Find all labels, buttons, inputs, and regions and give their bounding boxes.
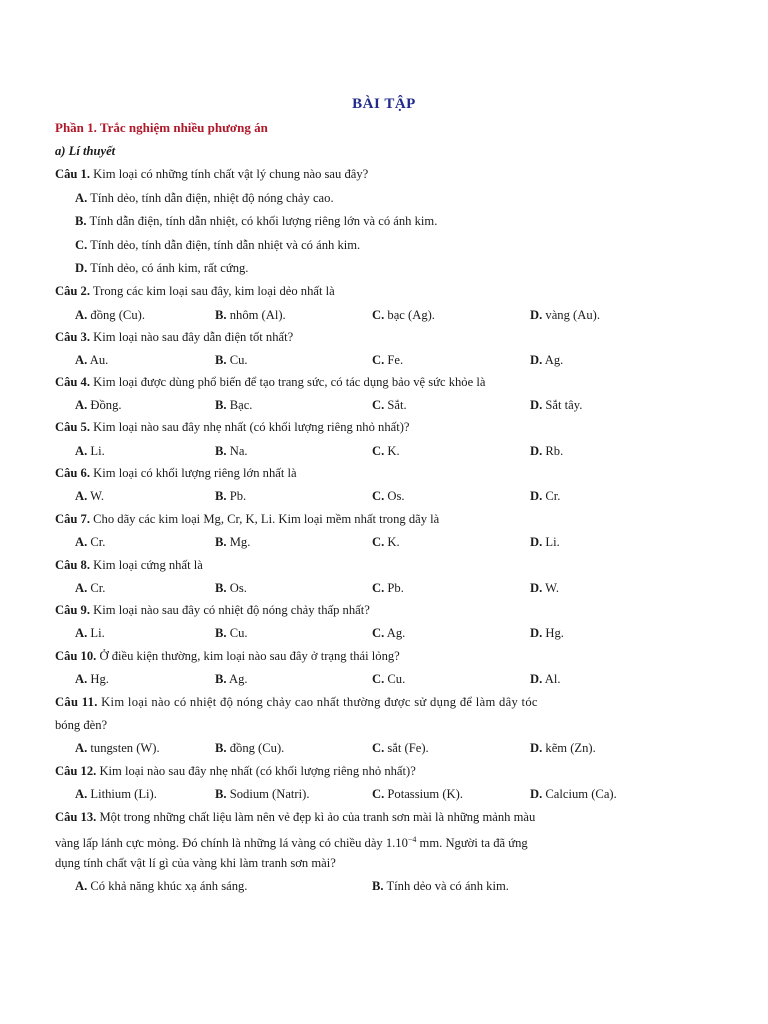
option-6b: B. Pb. xyxy=(215,489,247,503)
option-8c: C. Pb. xyxy=(372,581,404,595)
option-11b: B. đồng (Cu). xyxy=(215,741,285,755)
option-5d: D. Rb. xyxy=(530,444,564,458)
question-11: Câu 11. Kim loại nào có nhiệt độ nóng chảy cao nhất thường được sử dụng để làm dây tóc xyxy=(55,695,538,709)
option-10c: C. Cu. xyxy=(372,672,406,686)
section-heading: a) Lí thuyết xyxy=(55,144,116,158)
option-1d: D. Tính dẻo, có ánh kim, rất cứng. xyxy=(75,261,249,275)
option-3c: C. Fe. xyxy=(372,353,404,367)
option-5c: C. K. xyxy=(372,444,400,458)
option-6c: C. Os. xyxy=(372,489,405,503)
option-1b: B. Tính dẫn điện, tính dẫn nhiệt, có khối lượng riêng lớn và có ánh kim. xyxy=(75,214,438,228)
option-10a: A. Hg. xyxy=(75,672,109,686)
question-label: Câu 1. xyxy=(55,167,90,181)
option-4a: A. Đồng. xyxy=(75,398,122,412)
option-9a: A. Li. xyxy=(75,626,105,640)
question-text: Kim loại có những tính chất vật lý chung nào sau đây? xyxy=(93,167,369,181)
question-4: Câu 4. Kim loại được dùng phổ biến để tạo trang sức, có tác dụng bảo vệ sức khỏe là xyxy=(55,375,486,389)
option-2a: A. đồng (Cu). xyxy=(75,308,145,322)
question-3: Câu 3. Kim loại nào sau đây dẫn điện tốt nhất? xyxy=(55,330,294,344)
question-8: Câu 8. Kim loại cứng nhất là xyxy=(55,558,203,572)
option-7d: D. Li. xyxy=(530,535,560,549)
option-4d: D. Sắt tây. xyxy=(530,398,583,412)
question-5: Câu 5. Kim loại nào sau đây nhẹ nhất (có khối lượng riêng nhỏ nhất)? xyxy=(55,420,410,434)
option-11d: D. kẽm (Zn). xyxy=(530,741,596,755)
option-12c: C. Potassium (K). xyxy=(372,787,463,801)
option-8b: B. Os. xyxy=(215,581,247,595)
question-1 xyxy=(55,166,368,182)
option-2b: B. nhôm (Al). xyxy=(215,308,286,322)
option-5a: A. Li. xyxy=(75,444,105,458)
question-12: Câu 12. Kim loại nào sau đây nhẹ nhất (có khối lượng riêng nhỏ nhất)? xyxy=(55,764,416,778)
option-7a: A. Cr. xyxy=(75,535,106,549)
option-11a: A. tungsten (W). xyxy=(75,741,160,755)
question-10: Câu 10. Ở điều kiện thường, kim loại nào sau đây ở trạng thái lỏng? xyxy=(55,649,400,663)
question-9: Câu 9. Kim loại nào sau đây có nhiệt độ nóng chảy thấp nhất? xyxy=(55,603,370,617)
option-9b: B. Cu. xyxy=(215,626,248,640)
option-4c: C. Sắt. xyxy=(372,398,407,412)
option-10b: B. Ag. xyxy=(215,672,248,686)
exponent: −4 xyxy=(407,835,417,844)
option-2d: D. vàng (Au). xyxy=(530,308,600,322)
option-4b: B. Bạc. xyxy=(215,398,253,412)
option-1a: A. Tính dẻo, tính dẫn điện, nhiệt độ nóng chảy cao. xyxy=(75,191,334,205)
page-title: BÀI TẬP xyxy=(352,96,416,112)
question-11-continued: bóng đèn? xyxy=(55,718,108,732)
option-12a: A. Lithium (Li). xyxy=(75,787,157,801)
question-13-line-3: dụng tính chất vật lí gì của vàng khi làm tranh sơn mài? xyxy=(55,856,336,870)
question-7: Câu 7. Cho dãy các kim loại Mg, Cr, K, Li. Kim loại mềm nhất trong dãy là xyxy=(55,512,440,526)
option-3a: A. Au. xyxy=(75,353,109,367)
option-8d: D. W. xyxy=(530,581,560,595)
option-7b: B. Mg. xyxy=(215,535,251,549)
option-5b: B. Na. xyxy=(215,444,248,458)
question-2: Câu 2. Trong các kim loại sau đây, kim loại dẻo nhất là xyxy=(55,284,335,298)
option-8a: A. Cr. xyxy=(75,581,106,595)
part-heading: Phần 1. Trắc nghiệm nhiều phương án xyxy=(55,120,268,135)
option-10d: D. Al. xyxy=(530,672,561,686)
option-9c: C. Ag. xyxy=(372,626,406,640)
option-13a: A. Có khả năng khúc xạ ánh sáng. xyxy=(75,879,248,893)
option-12b: B. Sodium (Natri). xyxy=(215,787,310,801)
option-12d: D. Calcium (Ca). xyxy=(530,787,617,801)
option-3d: D. Ag. xyxy=(530,353,564,367)
option-1c: C. Tính dẻo, tính dẫn điện, tính dẫn nhiệt và có ánh kim. xyxy=(75,238,361,252)
question-13-line-2: vàng lấp lánh cực mỏng. Đó chính là những lá vàng có chiều dày $1.10^{-4}$ mm. Người ta đã ứng xyxy=(55,835,528,851)
option-13b: B. Tính dẻo và có ánh kim. xyxy=(372,879,509,893)
option-6d: D. Cr. xyxy=(530,489,561,503)
option-2c: C. bạc (Ag). xyxy=(372,308,435,322)
option-3b: B. Cu. xyxy=(215,353,248,367)
option-6a: A. W. xyxy=(75,489,105,503)
option-7c: C. K. xyxy=(372,535,400,549)
option-9d: D. Hg. xyxy=(530,626,564,640)
question-6: Câu 6. Kim loại có khối lượng riêng lớn nhất là xyxy=(55,466,297,480)
option-11c: C. sắt (Fe). xyxy=(372,741,429,755)
question-13: Câu 13. Một trong những chất liệu làm nên vẻ đẹp kì ảo của tranh sơn mài là những mảnh màu xyxy=(55,810,536,824)
